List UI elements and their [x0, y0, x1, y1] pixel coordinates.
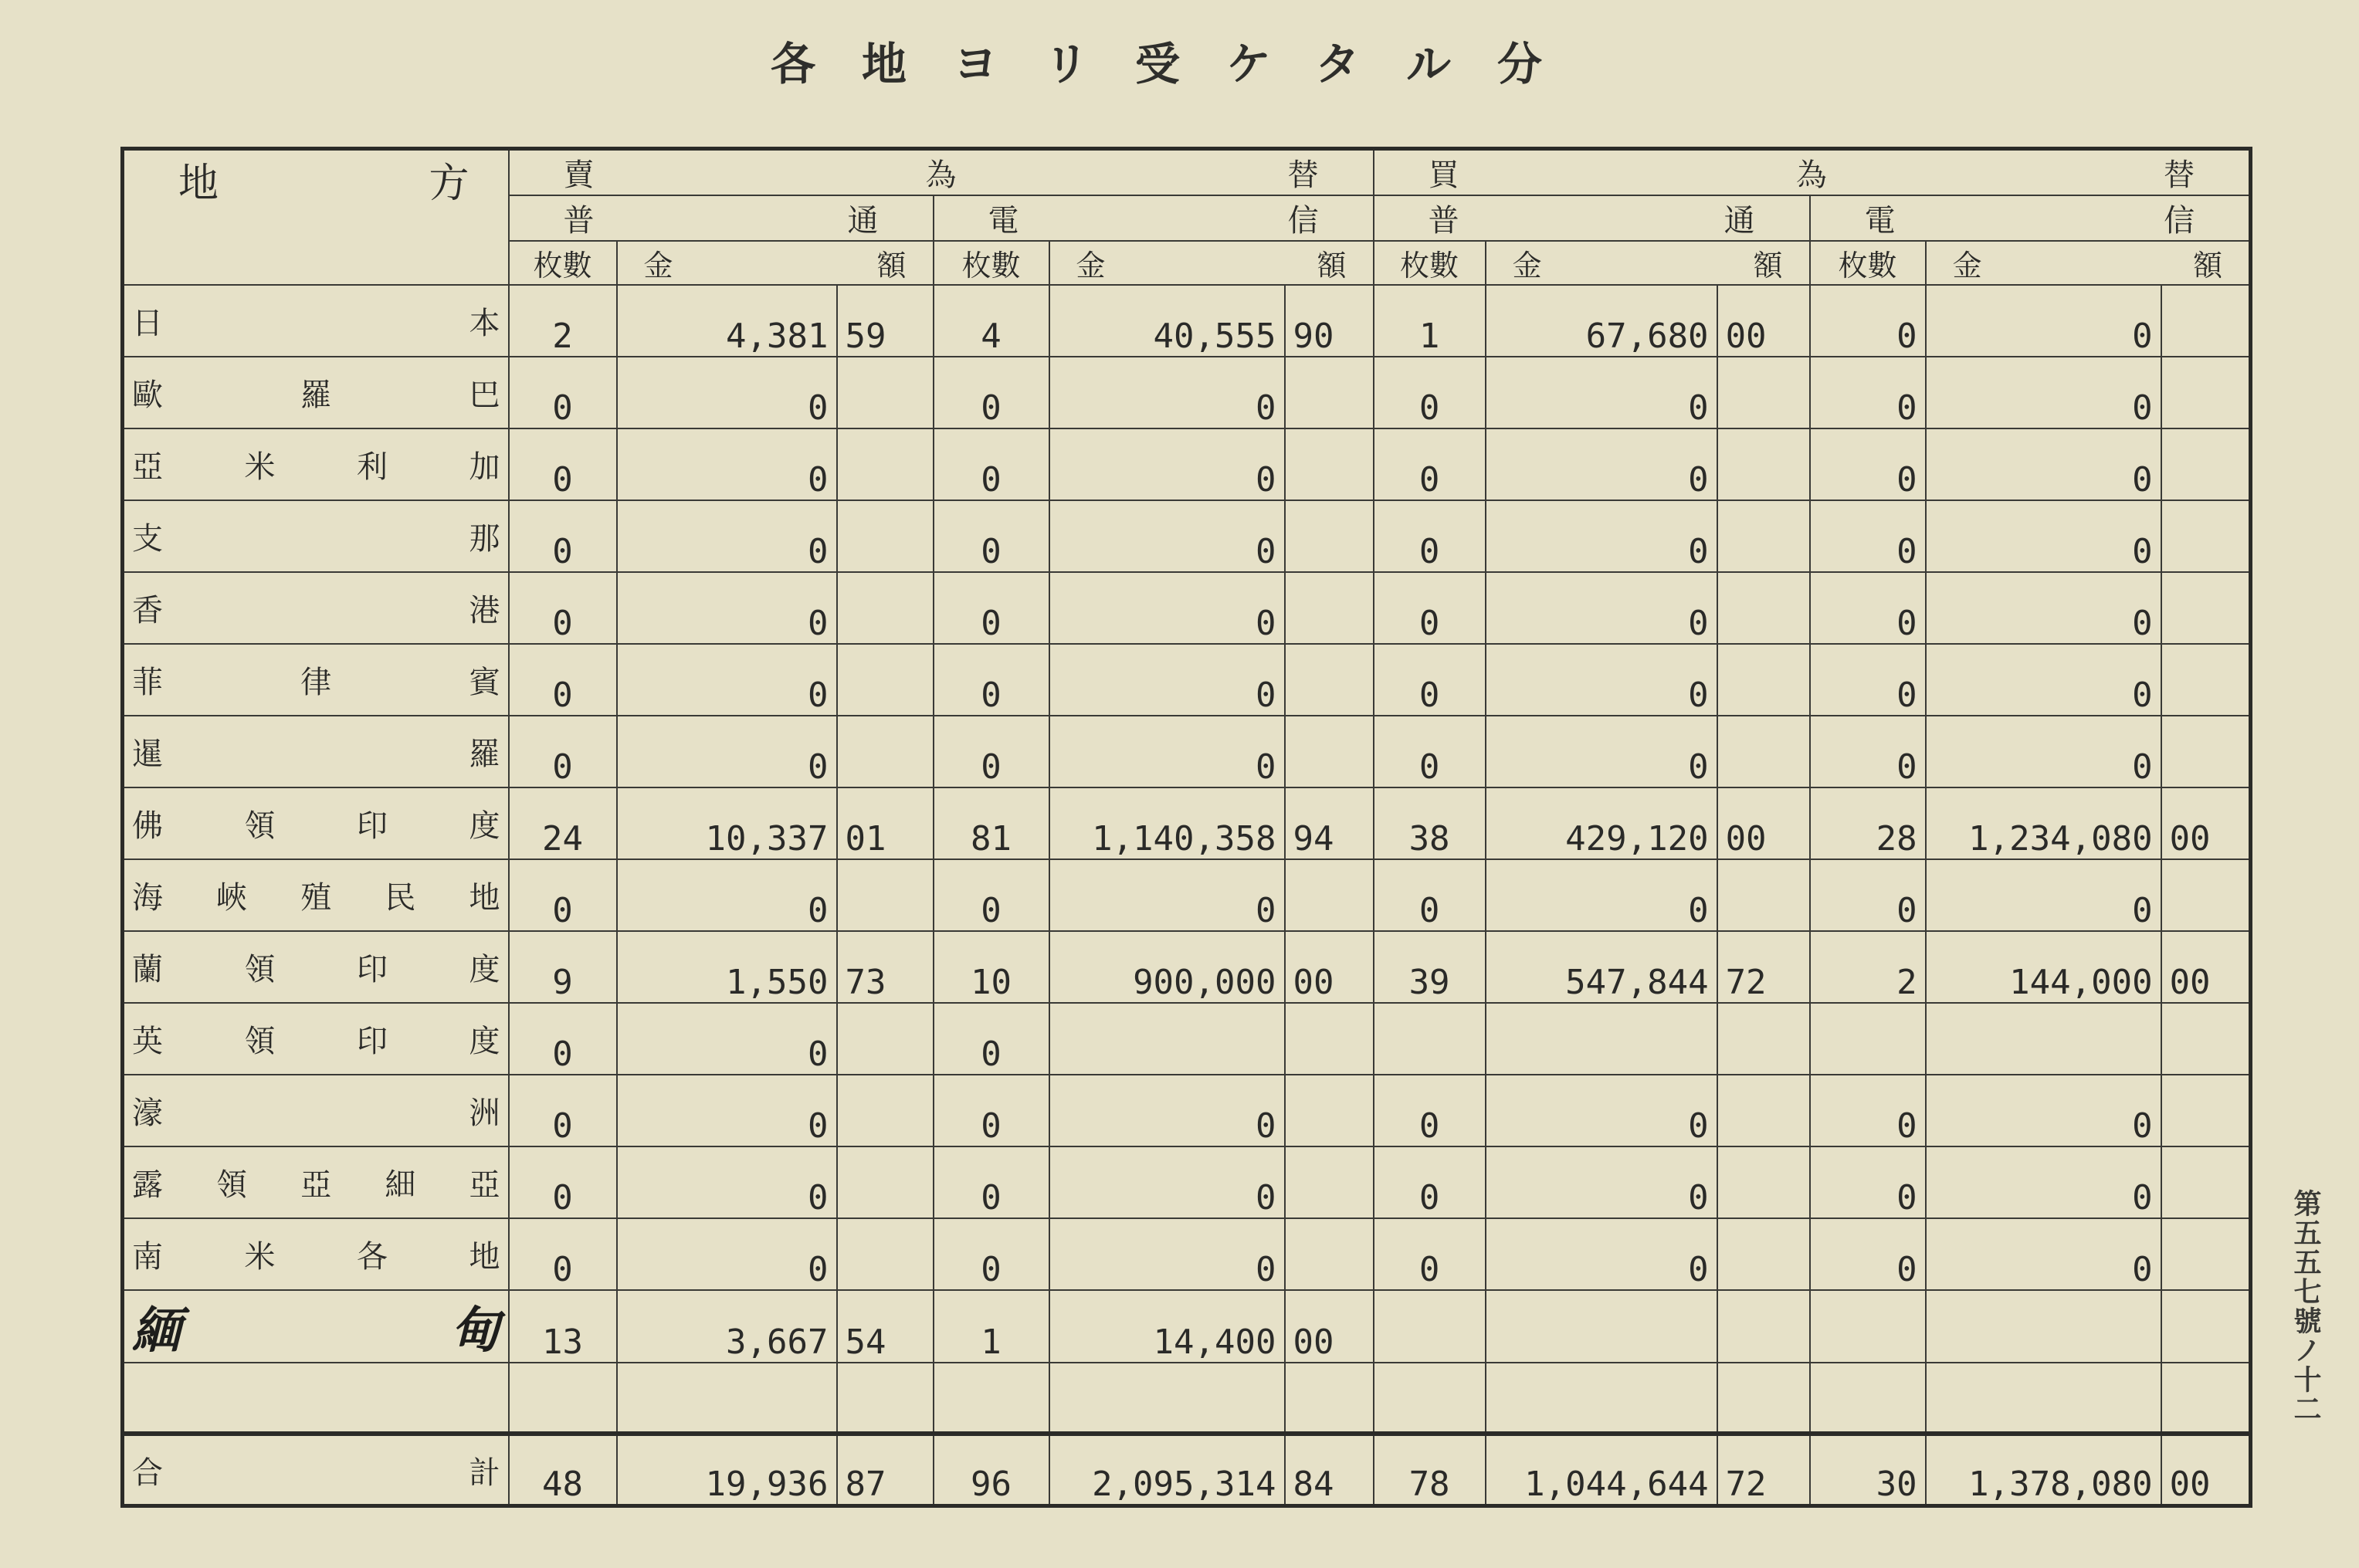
region-cell	[123, 1218, 509, 1290]
buy-telegraph-count-cell: 0	[1810, 1075, 1926, 1146]
sell-ordinary-sen-cell	[837, 572, 934, 644]
sell-ordinary-yen-cell: 0	[617, 572, 837, 644]
buy-ordinary-count-cell: 0	[1374, 1146, 1486, 1218]
buy-ordinary-count-cell: 0	[1374, 572, 1486, 644]
sell-telegraph-yen-cell: 0	[1049, 572, 1285, 644]
buy-telegraph-sen-cell	[2161, 1075, 2251, 1146]
sell-telegraph-count-cell: 0	[934, 428, 1049, 500]
sell-telegraph-sen-cell: 94	[1285, 787, 1374, 859]
region-cell	[123, 500, 509, 572]
sell-ordinary-count-cell: 0	[509, 859, 617, 931]
buy-telegraph-count-cell: 0	[1810, 1146, 1926, 1218]
sell-telegraph-yen-cell: 0	[1049, 644, 1285, 716]
region-cell	[123, 716, 509, 787]
table-row	[123, 787, 2251, 859]
sell-ordinary-sen-cell: 73	[837, 931, 934, 1003]
sell-telegraph-yen-cell: 0	[1049, 357, 1285, 428]
buy-telegraph-sen-cell: 00	[2161, 1434, 2251, 1506]
table-row	[123, 716, 2251, 787]
sell-ordinary-count-cell: 0	[509, 644, 617, 716]
sell-ordinary-count-cell: 0	[509, 572, 617, 644]
sell-telegraph-yen-cell: 14,400	[1049, 1290, 1285, 1363]
region-cell	[123, 1290, 509, 1363]
sell-ordinary-sen-cell: 87	[837, 1434, 934, 1506]
sell-telegraph-yen-cell	[1049, 1003, 1285, 1075]
sell-ordinary-sen-cell: 59	[837, 285, 934, 357]
buy-telegraph-yen-cell	[1926, 1290, 2161, 1363]
region-name: 合 計	[132, 1455, 500, 1491]
buy-ordinary-yen-cell: 429,120	[1486, 787, 1717, 859]
empty-cell	[1717, 1363, 1810, 1434]
table-row	[123, 1146, 2251, 1218]
buy-ordinary-yen-cell: 0	[1486, 1146, 1717, 1218]
sell-ordinary-yen-cell: 10,337	[617, 787, 837, 859]
table-row	[123, 285, 2251, 357]
table-row	[123, 931, 2251, 1003]
buy-ordinary-yen-cell: 0	[1486, 572, 1717, 644]
buy-ordinary-sen-cell	[1717, 1290, 1810, 1363]
sell-telegraph-sen-cell: 00	[1285, 931, 1374, 1003]
sell-ordinary-count-cell: 24	[509, 787, 617, 859]
buy-telegraph-count-cell: 0	[1810, 428, 1926, 500]
buy-telegraph-sen-cell: 00	[2161, 787, 2251, 859]
region-cell	[123, 357, 509, 428]
buy-ordinary-yen-cell: 0	[1486, 859, 1717, 931]
buy-ordinary-sen-cell	[1717, 500, 1810, 572]
sell-telegraph-count-cell: 0	[934, 716, 1049, 787]
empty-cell	[1486, 1363, 1717, 1434]
buy-ordinary-count-cell: 1	[1374, 285, 1486, 357]
buy-telegraph-yen-cell: 0	[1926, 500, 2161, 572]
buy-ordinary-sen-cell	[1717, 1075, 1810, 1146]
sell-ordinary-count-cell: 9	[509, 931, 617, 1003]
empty-cell	[1810, 1363, 1926, 1434]
buy-ordinary-yen-cell	[1486, 1003, 1717, 1075]
buy-ordinary-sen-cell	[1717, 357, 1810, 428]
buy-telegraph-sen-cell: 00	[2161, 931, 2251, 1003]
sell-ordinary-count-cell: 0	[509, 500, 617, 572]
sell-ordinary-yen-cell: 0	[617, 859, 837, 931]
sell-telegraph-yen-cell: 0	[1049, 716, 1285, 787]
sell-ordinary-sen-cell	[837, 716, 934, 787]
sell-telegraph-sen-cell	[1285, 572, 1374, 644]
buy-telegraph-sen-cell	[2161, 572, 2251, 644]
region-name: 緬 甸	[132, 1302, 500, 1360]
sell-telegraph-sen-cell: 00	[1285, 1290, 1374, 1363]
buy-ordinary-count-cell: 78	[1374, 1434, 1486, 1506]
region-name: 佛 領 印 度	[132, 808, 500, 844]
empty-cell	[617, 1363, 837, 1434]
buy-telegraph-yen-cell: 0	[1926, 1075, 2161, 1146]
table-row	[123, 644, 2251, 716]
buy-ordinary-count-cell	[1374, 1003, 1486, 1075]
table-row	[123, 572, 2251, 644]
region-name: 濠 洲	[132, 1096, 500, 1131]
sell-telegraph-count-cell: 4	[934, 285, 1049, 357]
table-row	[123, 859, 2251, 931]
region-cell	[123, 1434, 509, 1506]
document-number: 第五五七號ノ十二	[2290, 1189, 2322, 1424]
sell-ordinary-count-cell: 0	[509, 1003, 617, 1075]
sell-telegraph-sen-cell	[1285, 500, 1374, 572]
region-name: 菲 律 賓	[132, 665, 500, 700]
region-name: 蘭 領 印 度	[132, 952, 500, 987]
sell-ordinary-count-cell: 0	[509, 716, 617, 787]
sell-telegraph-yen-cell: 0	[1049, 1146, 1285, 1218]
sell-telegraph-sen-cell: 90	[1285, 285, 1374, 357]
buy-telegraph-sen-cell	[2161, 1146, 2251, 1218]
table-row	[123, 1290, 2251, 1363]
region-name: 暹 羅	[132, 737, 500, 772]
empty-cell	[2161, 1363, 2251, 1434]
sell-telegraph-count-cell: 81	[934, 787, 1049, 859]
buy-ordinary-yen-cell: 67,680	[1486, 285, 1717, 357]
empty-cell	[123, 1363, 509, 1434]
sell-ordinary-sen-cell	[837, 1075, 934, 1146]
buy-telegraph-sen-cell	[2161, 1290, 2251, 1363]
buy-ordinary-count-cell: 0	[1374, 500, 1486, 572]
buy-telegraph-count-cell: 0	[1810, 285, 1926, 357]
sell-telegraph-sen-cell	[1285, 357, 1374, 428]
sell-ordinary-count-cell: 13	[509, 1290, 617, 1363]
region-header-label: 地 方	[178, 161, 469, 207]
sell-ordinary-count-cell: 48	[509, 1434, 617, 1506]
buy-ordinary-sen-cell	[1717, 1003, 1810, 1075]
buy-ordinary-count-cell: 0	[1374, 644, 1486, 716]
sell-ordinary-sen-cell	[837, 428, 934, 500]
buy-telegraph-sen-cell	[2161, 716, 2251, 787]
region-name: 英 領 印 度	[132, 1024, 500, 1059]
buy-telegraph-yen-cell: 1,234,080	[1926, 787, 2161, 859]
buy-telegraph-yen-cell: 144,000	[1926, 931, 2161, 1003]
page-title: 各地ヨリ受ケタル分	[770, 38, 1589, 90]
buy-telegraph-count-cell: 0	[1810, 357, 1926, 428]
sell-telegraph-count-cell: 0	[934, 1218, 1049, 1290]
buy-telegraph-yen-cell: 0	[1926, 1146, 2161, 1218]
buy-ordinary-sen-cell	[1717, 644, 1810, 716]
buy-exchange-header: 買 為 替	[1374, 149, 2251, 196]
buy-telegraph-sen-cell	[2161, 1218, 2251, 1290]
region-cell	[123, 1146, 509, 1218]
table-row	[123, 500, 2251, 572]
sell-ordinary-sen-cell: 01	[837, 787, 934, 859]
buy-ordinary-sen-cell: 72	[1717, 1434, 1810, 1506]
sell-ordinary-count-cell: 0	[509, 428, 617, 500]
sell-telegraph-count-cell: 0	[934, 1146, 1049, 1218]
table-row	[123, 1218, 2251, 1290]
buy-telegraph-yen-cell: 1,378,080	[1926, 1434, 2161, 1506]
sell-telegraph-yen-cell: 0	[1049, 500, 1285, 572]
sell-telegraph-header: 電 信	[934, 195, 1374, 241]
sell-telegraph-yen-cell: 2,095,314	[1049, 1434, 1285, 1506]
buy-ordinary-yen-cell: 0	[1486, 500, 1717, 572]
buy-telegraph-sen-cell	[2161, 357, 2251, 428]
buy-telegraph-yen-cell: 0	[1926, 428, 2161, 500]
table-row	[123, 1003, 2251, 1075]
empty-cell	[1285, 1363, 1374, 1434]
sell-telegraph-sen-cell	[1285, 1146, 1374, 1218]
buy-telegraph-sen-cell	[2161, 644, 2251, 716]
buy-telegraph-sen-cell	[2161, 859, 2251, 931]
buy-telegraph-yen-cell: 0	[1926, 1218, 2161, 1290]
buy-telegraph-sen-cell	[2161, 285, 2251, 357]
buy-ordinary-sen-cell: 72	[1717, 931, 1810, 1003]
sell-ordinary-header: 普 通	[509, 195, 934, 241]
region-cell	[123, 931, 509, 1003]
region-name: 香 港	[132, 593, 500, 628]
buy-telegraph-count-cell: 30	[1810, 1434, 1926, 1506]
region-name: 海 峽 殖 民 地	[132, 880, 500, 916]
sell-ordinary-yen-cell: 3,667	[617, 1290, 837, 1363]
buy-ordinary-sen-cell	[1717, 859, 1810, 931]
sell-ordinary-sen-cell	[837, 1218, 934, 1290]
buy-telegraph-count-cell: 28	[1810, 787, 1926, 859]
sell-exchange-header: 賣 為 替	[509, 149, 1374, 196]
sell-ordinary-sen-cell	[837, 500, 934, 572]
region-name: 支 那	[132, 521, 500, 557]
buy-ordinary-yen-cell: 547,844	[1486, 931, 1717, 1003]
sell-ordinary-sen-cell	[837, 1003, 934, 1075]
buy-ordinary-count-cell: 0	[1374, 1075, 1486, 1146]
sell-ordinary-sen-cell: 54	[837, 1290, 934, 1363]
amount-header: 金 額	[1049, 241, 1374, 285]
buy-ordinary-count-cell: 0	[1374, 716, 1486, 787]
sell-ordinary-count-cell: 0	[509, 357, 617, 428]
table-row	[123, 357, 2251, 428]
sell-ordinary-count-cell: 2	[509, 285, 617, 357]
buy-telegraph-yen-cell	[1926, 1003, 2161, 1075]
buy-telegraph-sen-cell	[2161, 428, 2251, 500]
count-header: 枚數	[934, 241, 1049, 285]
sell-ordinary-count-cell: 0	[509, 1075, 617, 1146]
sell-telegraph-sen-cell	[1285, 644, 1374, 716]
sell-ordinary-sen-cell	[837, 1146, 934, 1218]
buy-telegraph-yen-cell: 0	[1926, 285, 2161, 357]
count-header: 枚數	[1810, 241, 1926, 285]
sell-telegraph-count-cell: 0	[934, 859, 1049, 931]
buy-telegraph-yen-cell: 0	[1926, 572, 2161, 644]
amount-header: 金 額	[617, 241, 934, 285]
buy-ordinary-sen-cell: 00	[1717, 285, 1810, 357]
table-row	[123, 1075, 2251, 1146]
region-cell	[123, 644, 509, 716]
empty-cell	[837, 1363, 934, 1434]
sell-telegraph-yen-cell: 0	[1049, 428, 1285, 500]
buy-telegraph-yen-cell: 0	[1926, 357, 2161, 428]
buy-telegraph-count-cell	[1810, 1003, 1926, 1075]
buy-telegraph-sen-cell	[2161, 500, 2251, 572]
sell-ordinary-count-cell: 0	[509, 1146, 617, 1218]
buy-telegraph-yen-cell: 0	[1926, 859, 2161, 931]
buy-ordinary-count-cell: 39	[1374, 931, 1486, 1003]
sell-telegraph-count-cell: 96	[934, 1434, 1049, 1506]
buy-telegraph-header: 電 信	[1810, 195, 2251, 241]
region-name: 露 領 亞 細 亞	[132, 1167, 500, 1203]
region-name: 南 米 各 地	[132, 1239, 500, 1275]
sell-ordinary-count-cell: 0	[509, 1218, 617, 1290]
sell-ordinary-yen-cell: 4,381	[617, 285, 837, 357]
count-header: 枚數	[1374, 241, 1486, 285]
sell-telegraph-sen-cell	[1285, 428, 1374, 500]
sell-ordinary-sen-cell	[837, 357, 934, 428]
buy-ordinary-yen-cell: 0	[1486, 716, 1717, 787]
sell-ordinary-yen-cell: 0	[617, 500, 837, 572]
table-body	[123, 285, 2251, 1506]
exchange-table	[120, 147, 2252, 1508]
sell-telegraph-sen-cell	[1285, 1218, 1374, 1290]
sell-telegraph-sen-cell: 84	[1285, 1434, 1374, 1506]
buy-telegraph-yen-cell: 0	[1926, 644, 2161, 716]
buy-ordinary-count-cell: 0	[1374, 357, 1486, 428]
buy-ordinary-yen-cell: 0	[1486, 1218, 1717, 1290]
buy-telegraph-sen-cell	[2161, 1003, 2251, 1075]
region-cell	[123, 285, 509, 357]
sell-telegraph-sen-cell	[1285, 1075, 1374, 1146]
empty-cell	[1926, 1363, 2161, 1434]
buy-ordinary-sen-cell	[1717, 572, 1810, 644]
sell-ordinary-yen-cell: 0	[617, 1218, 837, 1290]
empty-cell	[1374, 1363, 1486, 1434]
region-cell	[123, 1003, 509, 1075]
buy-ordinary-yen-cell: 0	[1486, 357, 1717, 428]
buy-ordinary-count-cell: 0	[1374, 1218, 1486, 1290]
region-name: 日 本	[132, 306, 500, 341]
count-header: 枚數	[509, 241, 617, 285]
sell-telegraph-count-cell: 0	[934, 500, 1049, 572]
buy-telegraph-count-cell: 0	[1810, 572, 1926, 644]
sell-telegraph-count-cell: 0	[934, 572, 1049, 644]
buy-ordinary-yen-cell: 0	[1486, 428, 1717, 500]
amount-header: 金 額	[1486, 241, 1810, 285]
empty-cell	[1049, 1363, 1285, 1434]
sell-telegraph-count-cell: 0	[934, 644, 1049, 716]
buy-ordinary-header: 普 通	[1374, 195, 1810, 241]
buy-telegraph-count-cell: 0	[1810, 1218, 1926, 1290]
buy-ordinary-yen-cell: 0	[1486, 644, 1717, 716]
buy-ordinary-sen-cell	[1717, 428, 1810, 500]
amount-header: 金 額	[1926, 241, 2251, 285]
buy-ordinary-count-cell	[1374, 1290, 1486, 1363]
sell-ordinary-yen-cell: 0	[617, 644, 837, 716]
region-cell	[123, 428, 509, 500]
sell-telegraph-yen-cell: 0	[1049, 1075, 1285, 1146]
buy-ordinary-yen-cell	[1486, 1290, 1717, 1363]
sell-telegraph-count-cell: 10	[934, 931, 1049, 1003]
sell-telegraph-sen-cell	[1285, 859, 1374, 931]
buy-telegraph-count-cell	[1810, 1290, 1926, 1363]
buy-ordinary-yen-cell: 0	[1486, 1075, 1717, 1146]
sell-telegraph-yen-cell: 40,555	[1049, 285, 1285, 357]
sell-ordinary-yen-cell: 0	[617, 1146, 837, 1218]
sell-ordinary-yen-cell: 0	[617, 716, 837, 787]
sell-ordinary-yen-cell: 0	[617, 1075, 837, 1146]
buy-ordinary-sen-cell	[1717, 1218, 1810, 1290]
buy-ordinary-count-cell: 0	[1374, 859, 1486, 931]
region-name: 亞 米 利 加	[132, 449, 500, 485]
sell-telegraph-count-cell: 0	[934, 1075, 1049, 1146]
region-cell	[123, 572, 509, 644]
region-cell	[123, 859, 509, 931]
sell-ordinary-yen-cell: 1,550	[617, 931, 837, 1003]
sell-ordinary-yen-cell: 0	[617, 357, 837, 428]
buy-ordinary-sen-cell	[1717, 1146, 1810, 1218]
sell-telegraph-count-cell: 0	[934, 1003, 1049, 1075]
buy-ordinary-yen-cell: 1,044,644	[1486, 1434, 1717, 1506]
sell-telegraph-yen-cell: 900,000	[1049, 931, 1285, 1003]
buy-ordinary-count-cell: 38	[1374, 787, 1486, 859]
sell-telegraph-sen-cell	[1285, 716, 1374, 787]
sell-telegraph-yen-cell: 0	[1049, 859, 1285, 931]
sell-ordinary-yen-cell: 19,936	[617, 1434, 837, 1506]
blank-row	[123, 1363, 2251, 1434]
sell-ordinary-yen-cell: 0	[617, 1003, 837, 1075]
sell-telegraph-yen-cell: 0	[1049, 1218, 1285, 1290]
region-header	[123, 149, 509, 286]
total-row	[123, 1434, 2251, 1506]
buy-telegraph-yen-cell: 0	[1926, 716, 2161, 787]
buy-telegraph-count-cell: 2	[1810, 931, 1926, 1003]
region-cell	[123, 787, 509, 859]
region-name: 歐 羅 巴	[132, 378, 500, 413]
sell-ordinary-sen-cell	[837, 644, 934, 716]
table-row	[123, 428, 2251, 500]
buy-ordinary-sen-cell	[1717, 716, 1810, 787]
sell-ordinary-yen-cell: 0	[617, 428, 837, 500]
sell-telegraph-yen-cell: 1,140,358	[1049, 787, 1285, 859]
buy-telegraph-count-cell: 0	[1810, 500, 1926, 572]
sell-telegraph-sen-cell	[1285, 1003, 1374, 1075]
sell-telegraph-count-cell: 0	[934, 357, 1049, 428]
buy-telegraph-count-cell: 0	[1810, 859, 1926, 931]
empty-cell	[934, 1363, 1049, 1434]
buy-telegraph-count-cell: 0	[1810, 716, 1926, 787]
buy-ordinary-sen-cell: 00	[1717, 787, 1810, 859]
buy-ordinary-count-cell: 0	[1374, 428, 1486, 500]
buy-telegraph-count-cell: 0	[1810, 644, 1926, 716]
empty-cell	[509, 1363, 617, 1434]
sell-ordinary-sen-cell	[837, 859, 934, 931]
sell-telegraph-count-cell: 1	[934, 1290, 1049, 1363]
region-cell	[123, 1075, 509, 1146]
